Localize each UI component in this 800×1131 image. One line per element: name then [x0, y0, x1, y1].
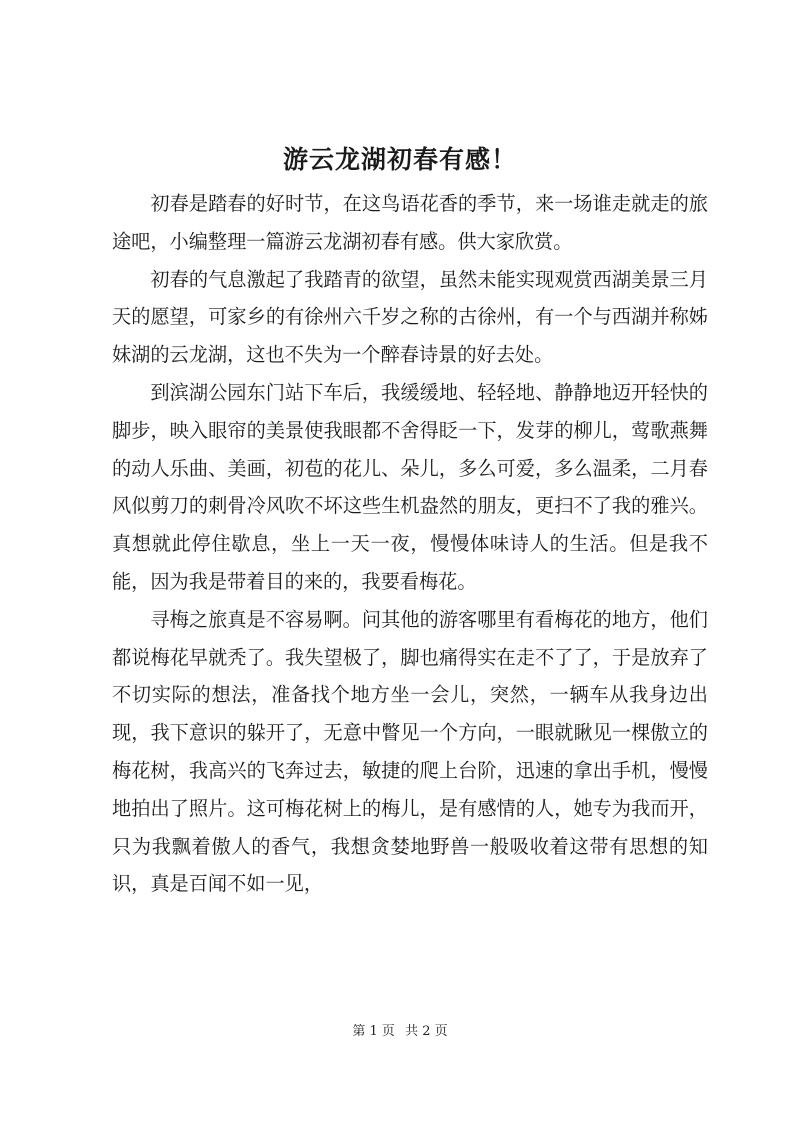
document-body [112, 185, 708, 903]
page-number: 第 1 页 [352, 1024, 395, 1039]
document-title: 游云龙湖初春有感！ [282, 145, 517, 174]
paragraph-3: 到滨湖公园东门站下车后，我缓缓地、轻轻地、静静地迈开轻快的脚步，映入眼帘的美景使我眼都不舍得眨一下，发芽的柳儿，莺歌燕舞的动人乐曲、美画，初苞的花儿、朵儿，多么可爱，多么温柔，二月春风似剪刀的刺骨冷风吹不坏这些生机盎然的朋友，更扫不了我的雅兴。真想就此停住歇息，坐上一天一夜，慢慢体味诗人的生活。但是我不能，因为我是带着目的来的，我要看梅花。 [112, 380, 708, 593]
page-total: 共 2 页 [405, 1024, 448, 1039]
page-footer [0, 1022, 800, 1042]
paragraph-4: 寻梅之旅真是不容易啊。问其他的游客哪里有看梅花的地方，他们都说梅花早就秃了。我失望极了，脚也痛得实在走不了了，于是放弃了不切实际的想法，准备找个地方坐一会儿，突然，一辆车从我身边出现，我下意识的躲开了，无意中瞥见一个方向，一眼就瞅见一棵傲立的梅花树，我高兴的飞奔过去，敏捷的爬上台阶，迅速的拿出手机，慢慢地拍出了照片。这可梅花树上的梅儿，是有感情的人，她专为我而开，只为我飘着傲人的香气，我想贪婪地野兽一般吸收着这带有思想的知识，真是百闻不如一见， [112, 607, 708, 896]
paragraph-2: 初春的气息激起了我踏青的欲望，虽然未能实现观赏西湖美景三月天的愿望，可家乡的有徐州六千岁之称的古徐州，有一个与西湖并称姊妹湖的云龙湖，这也不失为一个醉春诗景的好去处。 [112, 267, 708, 367]
paragraph-1: 初春是踏春的好时节，在这鸟语花香的季节，来一场谁走就走的旅途吧，小编整理一篇游云龙湖初春有感。供大家欣赏。 [112, 192, 708, 253]
